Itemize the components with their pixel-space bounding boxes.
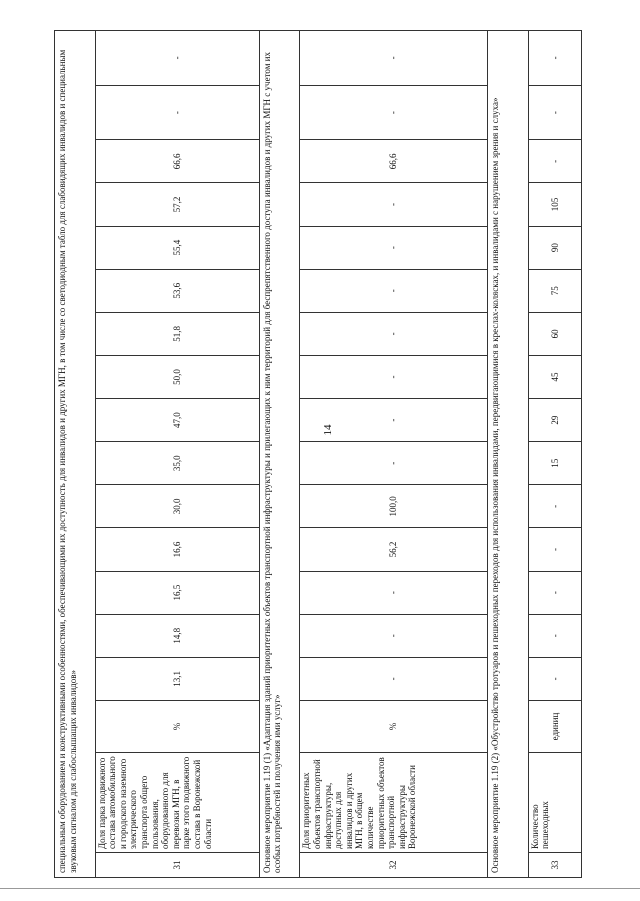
- unit-cell: %: [95, 700, 259, 752]
- row-number: 32: [300, 853, 488, 878]
- value-cell: -: [300, 442, 488, 485]
- page-bottom-divider: [0, 888, 640, 889]
- value-cell: -: [95, 85, 259, 139]
- unit-cell: %: [300, 700, 488, 752]
- value-cell: 100,0: [300, 485, 488, 528]
- section-row: [259, 31, 300, 878]
- value-cell: 14,8: [95, 614, 259, 657]
- unit-cell: единиц: [528, 700, 581, 752]
- section-text: специальным оборудованием и конструктивными особенностями, обеспечивающими их доступность для инвалидов и других МГН, в том числе со светодиодным табло для слабовидящих инвалидов и специальным звуковым сигналом для слабослышащих инвалидов»: [55, 31, 96, 878]
- value-cell: -: [300, 312, 488, 355]
- section-row: [488, 31, 529, 878]
- value-cell: -: [528, 657, 581, 700]
- value-cell: 15: [528, 442, 581, 485]
- indicator-name: Доля приоритетных объектов транспортной инфраструктуры, доступных для инвалидов и других МГН, в общем количестве приоритетных объектов транспортной инфраструктуры Воронежской области: [300, 753, 488, 853]
- page-number: 14: [322, 424, 334, 436]
- table-row: [95, 31, 259, 878]
- value-cell: 60: [528, 312, 581, 355]
- value-cell: -: [300, 31, 488, 86]
- indicator-name: Количество пешеходных: [528, 753, 581, 853]
- value-cell: 16,6: [95, 528, 259, 571]
- value-cell: 29: [528, 399, 581, 442]
- value-cell: 13,1: [95, 657, 259, 700]
- value-cell: 53,6: [95, 269, 259, 312]
- rotated-table-area: [54, 30, 582, 878]
- value-cell: 50,0: [95, 355, 259, 398]
- value-cell: -: [300, 183, 488, 226]
- value-cell: -: [300, 226, 488, 269]
- table-row: [528, 31, 581, 878]
- value-cell: -: [300, 399, 488, 442]
- value-cell: -: [300, 571, 488, 614]
- section-row: [55, 31, 96, 878]
- value-cell: -: [528, 485, 581, 528]
- indicators-table: [54, 30, 582, 878]
- row-number: 31: [95, 853, 259, 878]
- value-cell: 66,6: [95, 140, 259, 183]
- value-cell: 66,6: [300, 140, 488, 183]
- value-cell: 55,4: [95, 226, 259, 269]
- value-cell: 45: [528, 355, 581, 398]
- value-cell: 51,8: [95, 312, 259, 355]
- section-text: Основное мероприятие 1.19 (2) «Обустройство тротуаров и пешеходных переходов для использования инвалидами, передвигающимися в креслах-колясках, и инвалидами с нарушением зрения и слуха»: [488, 31, 529, 878]
- value-cell: 75: [528, 269, 581, 312]
- value-cell: -: [95, 31, 259, 86]
- value-cell: 35,0: [95, 442, 259, 485]
- value-cell: 47,0: [95, 399, 259, 442]
- value-cell: 90: [528, 226, 581, 269]
- value-cell: -: [528, 31, 581, 86]
- value-cell: -: [300, 85, 488, 139]
- value-cell: -: [300, 657, 488, 700]
- value-cell: 56,2: [300, 528, 488, 571]
- section-text: Основное мероприятие 1.19 (1) «Адаптация зданий приоритетных объектов транспортной инфраструктуры и прилегающих к ним территорий для беспрепятственного доступа инвалидов и других МГН с учетом их особых потребностей и получения ими услуг»: [259, 31, 300, 878]
- table-row: [300, 31, 488, 878]
- indicator-name: Доля парка подвижного состава автомобильного и городского наземного электрического транспорта общего пользования, оборудованного для перевозки МГН, в парке этого подвижного состава в Воронежской области: [95, 753, 259, 853]
- row-number: 33: [528, 853, 581, 878]
- value-cell: 30,0: [95, 485, 259, 528]
- value-cell: -: [528, 528, 581, 571]
- value-cell: -: [300, 614, 488, 657]
- value-cell: 16,5: [95, 571, 259, 614]
- value-cell: -: [300, 355, 488, 398]
- value-cell: 57,2: [95, 183, 259, 226]
- value-cell: -: [528, 85, 581, 139]
- value-cell: -: [528, 140, 581, 183]
- value-cell: 105: [528, 183, 581, 226]
- value-cell: -: [300, 269, 488, 312]
- value-cell: -: [528, 614, 581, 657]
- value-cell: -: [528, 571, 581, 614]
